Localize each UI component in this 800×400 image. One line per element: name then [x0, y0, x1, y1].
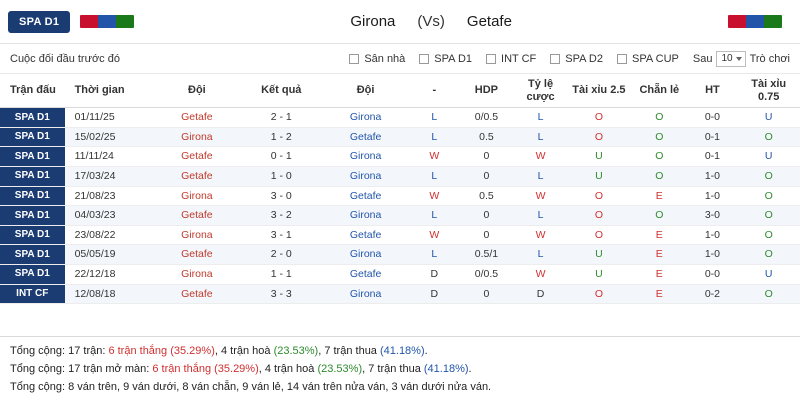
cell-league: SPA D1: [0, 265, 65, 285]
cell-half-time: 0-0: [687, 108, 737, 128]
col-time[interactable]: Thời gian: [65, 74, 153, 108]
cell-hdp: 0.5: [458, 186, 514, 206]
cell-over-under: U: [567, 245, 632, 265]
cell-date: 21/08/23: [65, 186, 153, 206]
vs-label: (Vs): [417, 13, 445, 30]
table-row[interactable]: [0, 265, 800, 285]
table-row[interactable]: [0, 206, 800, 226]
cell-result: W: [410, 225, 458, 245]
table-row[interactable]: [0, 186, 800, 206]
cell-result: L: [410, 206, 458, 226]
cell-hdp: 0: [458, 206, 514, 226]
away-team-name: Getafe: [466, 13, 512, 30]
summary-2-wins: 6 trận thắng (35.29%): [152, 362, 259, 375]
col-half-time[interactable]: HT: [687, 74, 737, 108]
cell-half-time: 0-2: [687, 284, 737, 304]
cell-odd-even: E: [631, 245, 687, 265]
cell-home-team: Girona: [152, 225, 242, 245]
cell-odds: L: [515, 206, 567, 226]
cell-odd-even: E: [631, 186, 687, 206]
checkbox-icon[interactable]: [349, 54, 359, 64]
summary-1-losses-pct: (41.18%): [379, 344, 425, 357]
cell-league: SPA D1: [0, 245, 65, 265]
match-count-selector[interactable]: [693, 51, 790, 67]
summary-line-1: [10, 342, 790, 360]
cell-home-team: Getafe: [152, 284, 242, 304]
cell-over-under-075: O: [737, 245, 800, 265]
checkbox-home-venue[interactable]: [349, 53, 405, 65]
header-row: [0, 74, 800, 108]
cell-odds: W: [515, 186, 567, 206]
col-over-under[interactable]: Tài xỉu 2.5: [567, 74, 632, 108]
cell-over-under: O: [567, 127, 632, 147]
cell-odd-even: O: [631, 206, 687, 226]
cell-odds: W: [515, 147, 567, 167]
cell-hdp: 0: [458, 225, 514, 245]
home-team-name: Girona: [350, 13, 396, 30]
cell-odds: L: [515, 167, 567, 187]
filter-bar: [0, 44, 800, 74]
cell-away-team: Girona: [321, 147, 411, 167]
checkbox-label: SPA D2: [565, 52, 603, 65]
col-match[interactable]: Trận đấu: [0, 74, 65, 108]
cell-score: 1 - 0: [242, 167, 321, 187]
cell-result: L: [410, 245, 458, 265]
checkbox-spa-d1[interactable]: [419, 53, 472, 65]
cell-over-under: O: [567, 284, 632, 304]
cell-half-time: 0-1: [687, 147, 737, 167]
cell-result: W: [410, 147, 458, 167]
cell-league: SPA D1: [0, 206, 65, 226]
col-odds[interactable]: Tỷ lệ cược: [515, 74, 567, 108]
table-row[interactable]: [0, 147, 800, 167]
cell-away-team: Getafe: [321, 265, 411, 285]
cell-over-under: O: [567, 225, 632, 245]
cell-odd-even: O: [631, 147, 687, 167]
cell-half-time: 1-0: [687, 245, 737, 265]
table-row[interactable]: [0, 245, 800, 265]
panel-header: [0, 0, 800, 44]
cell-odds: W: [515, 225, 567, 245]
cell-odds: L: [515, 245, 567, 265]
away-flag-icon: [728, 15, 782, 28]
col-away-team[interactable]: Đội: [321, 74, 411, 108]
table-head: [0, 74, 800, 108]
cell-odds: W: [515, 265, 567, 285]
cell-half-time: 0-0: [687, 265, 737, 285]
select-suffix-label: Trò chơi: [749, 52, 790, 65]
cell-score: 3 - 3: [242, 284, 321, 304]
cell-score: 2 - 0: [242, 245, 321, 265]
cell-odds: L: [515, 108, 567, 128]
cell-result: L: [410, 167, 458, 187]
h2h-table-wrapper: [0, 74, 800, 336]
summary-1-wins: 6 trận thắng (35.29%): [108, 344, 215, 357]
match-count-select[interactable]: [716, 51, 745, 67]
cell-over-under-075: O: [737, 127, 800, 147]
cell-hdp: 0: [458, 147, 514, 167]
cell-result: L: [410, 108, 458, 128]
cell-away-team: Getafe: [321, 127, 411, 147]
select-value: 10: [721, 53, 733, 64]
cell-hdp: 0.5: [458, 127, 514, 147]
home-flag-icon: [80, 15, 134, 28]
cell-hdp: 0.5/1: [458, 245, 514, 265]
cell-over-under-075: O: [737, 186, 800, 206]
table-row[interactable]: [0, 225, 800, 245]
cell-away-team: Girona: [321, 284, 411, 304]
chevron-down-icon[interactable]: [736, 57, 742, 61]
cell-away-team: Girona: [321, 167, 411, 187]
cell-away-team: Girona: [321, 206, 411, 226]
cell-half-time: 3-0: [687, 206, 737, 226]
cell-hdp: 0: [458, 167, 514, 187]
cell-score: 3 - 0: [242, 186, 321, 206]
cell-score: 1 - 2: [242, 127, 321, 147]
col-result[interactable]: Kết quả: [242, 74, 321, 108]
cell-away-team: Girona: [321, 108, 411, 128]
summary-2-prefix: Tổng cộng: 17 trận mở màn:: [10, 362, 153, 375]
col-over-under-075[interactable]: Tài xỉu 0.75: [737, 74, 800, 108]
cell-date: 05/05/19: [65, 245, 153, 265]
filter-title: Cuộc đối đầu trước đó: [10, 52, 120, 65]
cell-date: 01/11/25: [65, 108, 153, 128]
summary-2-mid: , 4 trận hoà: [258, 362, 318, 375]
cell-home-team: Getafe: [152, 245, 242, 265]
cell-date: 12/08/18: [65, 284, 153, 304]
cell-over-under-075: O: [737, 167, 800, 187]
cell-result: D: [410, 284, 458, 304]
cell-result: D: [410, 265, 458, 285]
filter-options: [349, 51, 790, 67]
cell-league: SPA D1: [0, 167, 65, 187]
cell-date: 23/08/22: [65, 225, 153, 245]
cell-over-under: U: [567, 167, 632, 187]
cell-away-team: Getafe: [321, 225, 411, 245]
cell-home-team: Girona: [152, 186, 242, 206]
cell-odd-even: E: [631, 225, 687, 245]
summary-2-draws-pct: (23.53%): [317, 362, 363, 375]
checkbox-icon[interactable]: [419, 54, 429, 64]
cell-league: SPA D1: [0, 108, 65, 128]
cell-over-under-075: O: [737, 225, 800, 245]
cell-over-under-075: U: [737, 108, 800, 128]
table-row[interactable]: [0, 167, 800, 187]
cell-half-time: 0-1: [687, 127, 737, 147]
summary-2-mid2: , 7 trận thua: [362, 362, 424, 375]
cell-score: 3 - 2: [242, 206, 321, 226]
table-row[interactable]: [0, 284, 800, 304]
checkbox-label: INT CF: [501, 52, 537, 65]
col-odd-even[interactable]: Chẵn lẻ: [631, 74, 687, 108]
cell-over-under: O: [567, 186, 632, 206]
col-dash[interactable]: -: [410, 74, 458, 108]
checkbox-int-cf[interactable]: [486, 53, 536, 65]
cell-result: L: [410, 127, 458, 147]
checkbox-label: Sân nhà: [364, 52, 406, 65]
summary-1-end: .: [424, 344, 428, 357]
league-badge: SPA D1: [8, 11, 70, 33]
checkbox-label: SPA D1: [434, 52, 473, 65]
summary-line-2: [10, 360, 790, 378]
col-hdp[interactable]: HDP: [458, 74, 514, 108]
cell-over-under: O: [567, 108, 632, 128]
checkbox-spa-cup[interactable]: [617, 53, 679, 65]
cell-score: 3 - 1: [242, 225, 321, 245]
checkbox-label: SPA CUP: [631, 52, 679, 65]
cell-date: 11/11/24: [65, 147, 153, 167]
cell-odd-even: E: [631, 265, 687, 285]
cell-league: SPA D1: [0, 186, 65, 206]
table-row[interactable]: [0, 127, 800, 147]
cell-score: 1 - 1: [242, 265, 321, 285]
cell-league: INT CF: [0, 284, 65, 304]
cell-odd-even: O: [631, 167, 687, 187]
cell-home-team: Girona: [152, 127, 242, 147]
select-prefix-label: Sau: [692, 52, 713, 65]
summary-1-mid: , 4 trận hoà: [214, 344, 274, 357]
checkbox-icon[interactable]: [550, 54, 560, 64]
cell-hdp: 0/0.5: [458, 108, 514, 128]
checkbox-spa-d2[interactable]: [550, 53, 603, 65]
cell-half-time: 1-0: [687, 186, 737, 206]
cell-home-team: Getafe: [152, 206, 242, 226]
cell-score: 2 - 1: [242, 108, 321, 128]
cell-result: W: [410, 186, 458, 206]
cell-over-under-075: O: [737, 284, 800, 304]
col-home-team[interactable]: Đội: [152, 74, 242, 108]
summary-2-losses-pct: (41.18%): [423, 362, 469, 375]
cell-home-team: Getafe: [152, 167, 242, 187]
cell-over-under: U: [567, 147, 632, 167]
cell-home-team: Getafe: [152, 147, 242, 167]
cell-away-team: Getafe: [321, 186, 411, 206]
cell-over-under-075: U: [737, 265, 800, 285]
cell-home-team: Girona: [152, 265, 242, 285]
cell-score: 0 - 1: [242, 147, 321, 167]
cell-over-under: O: [567, 206, 632, 226]
cell-date: 17/03/24: [65, 167, 153, 187]
cell-league: SPA D1: [0, 127, 65, 147]
cell-odd-even: E: [631, 284, 687, 304]
cell-over-under-075: O: [737, 206, 800, 226]
table-body: [0, 108, 800, 304]
cell-odd-even: O: [631, 108, 687, 128]
cell-date: 15/02/25: [65, 127, 153, 147]
checkbox-icon[interactable]: [617, 54, 627, 64]
h2h-table: [0, 74, 800, 304]
cell-half-time: 1-0: [687, 225, 737, 245]
cell-league: SPA D1: [0, 225, 65, 245]
summary-1-draws-pct: (23.53%): [273, 344, 319, 357]
cell-away-team: Girona: [321, 245, 411, 265]
cell-odds: L: [515, 127, 567, 147]
summary-line-3: Tổng cộng: 8 ván trên, 9 ván dưới, 8 ván chẵn, 9 ván lẻ, 14 ván trên nửa ván, 3 ván dưới nửa ván.: [10, 380, 492, 393]
summary-1-mid2: , 7 trận thua: [318, 344, 380, 357]
summary-1-prefix: Tổng cộng: 17 trận:: [10, 344, 109, 357]
cell-half-time: 1-0: [687, 167, 737, 187]
cell-odds: D: [515, 284, 567, 304]
cell-hdp: 0: [458, 284, 514, 304]
cell-league: SPA D1: [0, 147, 65, 167]
summary-2-end: .: [468, 362, 472, 375]
cell-odd-even: O: [631, 127, 687, 147]
cell-over-under: U: [567, 265, 632, 285]
summary-block: [0, 336, 800, 400]
checkbox-icon[interactable]: [486, 54, 496, 64]
cell-date: 04/03/23: [65, 206, 153, 226]
cell-over-under-075: U: [737, 147, 800, 167]
match-title: [144, 13, 718, 30]
cell-home-team: Getafe: [152, 108, 242, 128]
table-row[interactable]: [0, 108, 800, 128]
cell-date: 22/12/18: [65, 265, 153, 285]
cell-hdp: 0/0.5: [458, 265, 514, 285]
